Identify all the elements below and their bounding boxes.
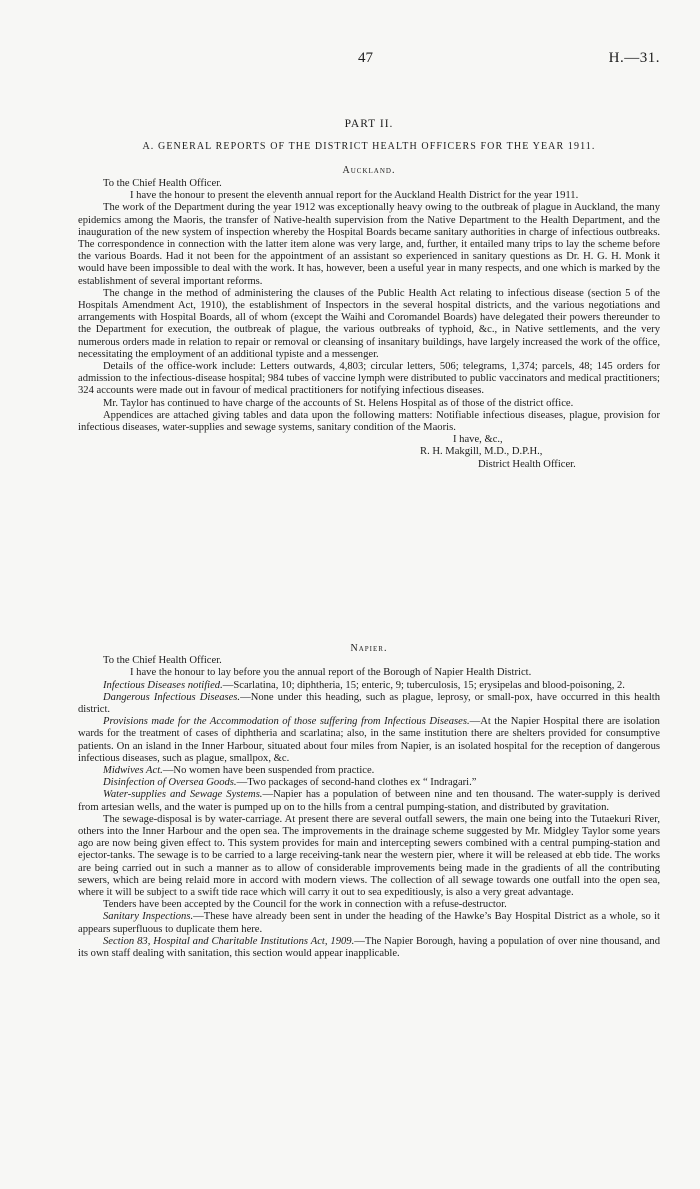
signature-name: R. H. Makgill, M.D., D.P.H., [420,446,543,458]
napier-paragraph: The sewage-disposal is by water-carriage. At present there are several outfall sewers, the main one being into the Tutaekuri River, others into the Inner Harbour and the open sea. The improvements in the drainage scheme suggested by Mr. Midgley Taylor some years ago are now being given effect to. This system provides for main and intercepting sewers combined with a central pumping-station and ejector-tanks. The sewage is to be carried to a large receiving-tank near the western pier, where it will be released at ebb tide. The works are being carried out in such a manner as to allow of considerable improvements being made in the gradients of all the contributing sewers, which are being relaid more in accord with modern views. The collection of all sewage towards one outfall into the open sea, where it will be subject to a swift tide race which will carry it out to sea expeditiously, is also a very great advantage. [78,813,660,899]
section-title: Disinfection of Oversea Goods. [103,777,237,789]
auckland-paragraph: Appendices are attached giving tables and data upon the following matters: Notifiable infectious diseases, plague, provision for infectious diseases, water-supplies and sewage systems, sanitary condition of the Maoris. [78,409,660,434]
page-header [78,52,660,68]
napier-section [78,911,660,935]
section-text: —None under this heading, such as plague, leprosy, or small-pox, have occurred in this health district. [78,691,661,716]
page-number: 47 [358,50,373,66]
section-text: —Two packages of second-hand clothes ex “ Indragari.” [236,777,477,789]
section-title: Sanitary Inspections. [103,911,194,923]
section-title: Infectious Diseases notified. [103,679,223,691]
napier-section [78,765,660,777]
closing-line: I have, &c., [453,434,503,446]
auckland-report [78,178,660,471]
section-title: Midwives Act. [103,765,163,777]
napier-paragraph: Tenders have been accepted by the Council for the work in connection with a refuse-destructor. [103,899,507,911]
auckland-salutation: To the Chief Health Officer. [103,178,222,189]
section-text: —No women have been suspended from practice. [162,765,375,777]
napier-section [78,680,660,692]
napier-paragraph: I have the honour to lay before you the annual report of the Borough of Napier Health District. [130,667,532,679]
napier-heading: Napier. [350,643,388,654]
napier-section [78,936,660,960]
auckland-paragraph: Details of the office-work include: Letters outwards, 4,803; circular letters, 506; telegrams, 1,374; parcels, 48; 145 orders for admission to the infectious-disease hospital; 984 tubes of vaccine lymph were distributed to public vaccinators and medical practitioners; 324 accounts were made out in favour of medical practitioners for notifying infectious diseases. [78,361,660,397]
auckland-paragraph: The work of the Department during the year 1912 was exceptionally heavy owing to the outbreak of plague in Auckland, the many epidemics among the Maoris, the transfer of Native-health supervision from the Native Department to the Health Department, and the inauguration of the new system of inspection whereby the Hospital Boards became sanitary authorities in charge of infectious outbreaks. The correspondence in connection with the latter item alone was very large, and, further, it entailed many trips to lay the scheme before the various Boards. Had it not been for the appointment of an assistant so experienced in sanitary questions as Dr. H. G. H. Monk it would have been impossible to deal with the work. It has, however, been a useful year in many respects, and one which is marked by the establishment of several important reforms. [78,202,660,287]
section-title: Water-supplies and Sewage Systems. [103,789,263,801]
napier-section [78,692,660,716]
signature-title: District Health Officer. [478,458,576,470]
auckland-paragraph: I have the honour to present the eleventh annual report for the Auckland Health District for the year 1911. [130,190,579,202]
section-text: —The Napier Borough, having a population of over nine thousand, and its own staff dealing with sanitation, this section would appear inapplicable. [78,935,660,960]
document-reference: H.—31. [608,50,660,66]
section-text: —At the Napier Hospital there are isolation wards for the treatment of cases of diphtheria and scarlatina; also, in the same institution there are shelters provided for consumptive patients. On an island in the Inner Harbour, situated about four miles from Napier, is an isolated hospital for the reception of dangerous infectious diseases, such as plague, smallpox, &c. [78,716,660,764]
section-title: Dangerous Infectious Diseases. [103,691,241,703]
section-subtitle: A. GENERAL REPORTS OF THE DISTRICT HEALTH OFFICERS FOR THE YEAR 1911. [142,141,596,152]
napier-report [78,641,660,960]
auckland-heading: Auckland. [342,165,396,176]
section-text: —These have already been sent in under the heading of the Hawke’s Bay Hospital District as a whole, so it appears superfluous to duplicate them here. [78,911,660,935]
part-heading: PART II. [344,118,394,130]
napier-salutation: To the Chief Health Officer. [103,655,222,667]
auckland-paragraph: Mr. Taylor has continued to have charge of the accounts of St. Helens Hospital as of those of the district office. [103,397,574,409]
section-title: Section 83, Hospital and Charitable Institutions Act, 1909. [103,935,355,947]
section-title: Provisions made for the Accommodation of those suffering from Infectious Diseases. [103,716,470,728]
section-text: —Scarlatina, 10; diphtheria, 15; enteric, 9; tuberculosis, 15; erysipelas and blood-poisoning, 2. [222,679,625,691]
napier-section [78,777,660,789]
napier-section [78,789,660,813]
napier-section [78,716,660,765]
auckland-paragraph: The change in the method of administering the clauses of the Public Health Act relating to infectious disease (section 5 of the Hospitals Amendment Act, 1910), the establishment of Inspectors in the several hospital districts, and the various negotiations and arrangements with Hospital Boards, all of whom (except the Waihi and Coromandel Boards) have delegated their powers thereunder to the Department for execution, the outbreak of plague, the various outbreaks of typhoid, &c., in Native settlements, and the very numerous orders made in relation to repair or removal or cleansing of insanitary buildings, have largely increased the work of the office, necessitating the employment of an additional typiste and a messenger. [78,287,660,360]
section-text: —Napier has a population of between nine and ten thousand. The water-supply is derived from artesian wells, and the water is pumped up on to the hills from a central pumping-station, and distributed by gravitation. [78,789,661,813]
